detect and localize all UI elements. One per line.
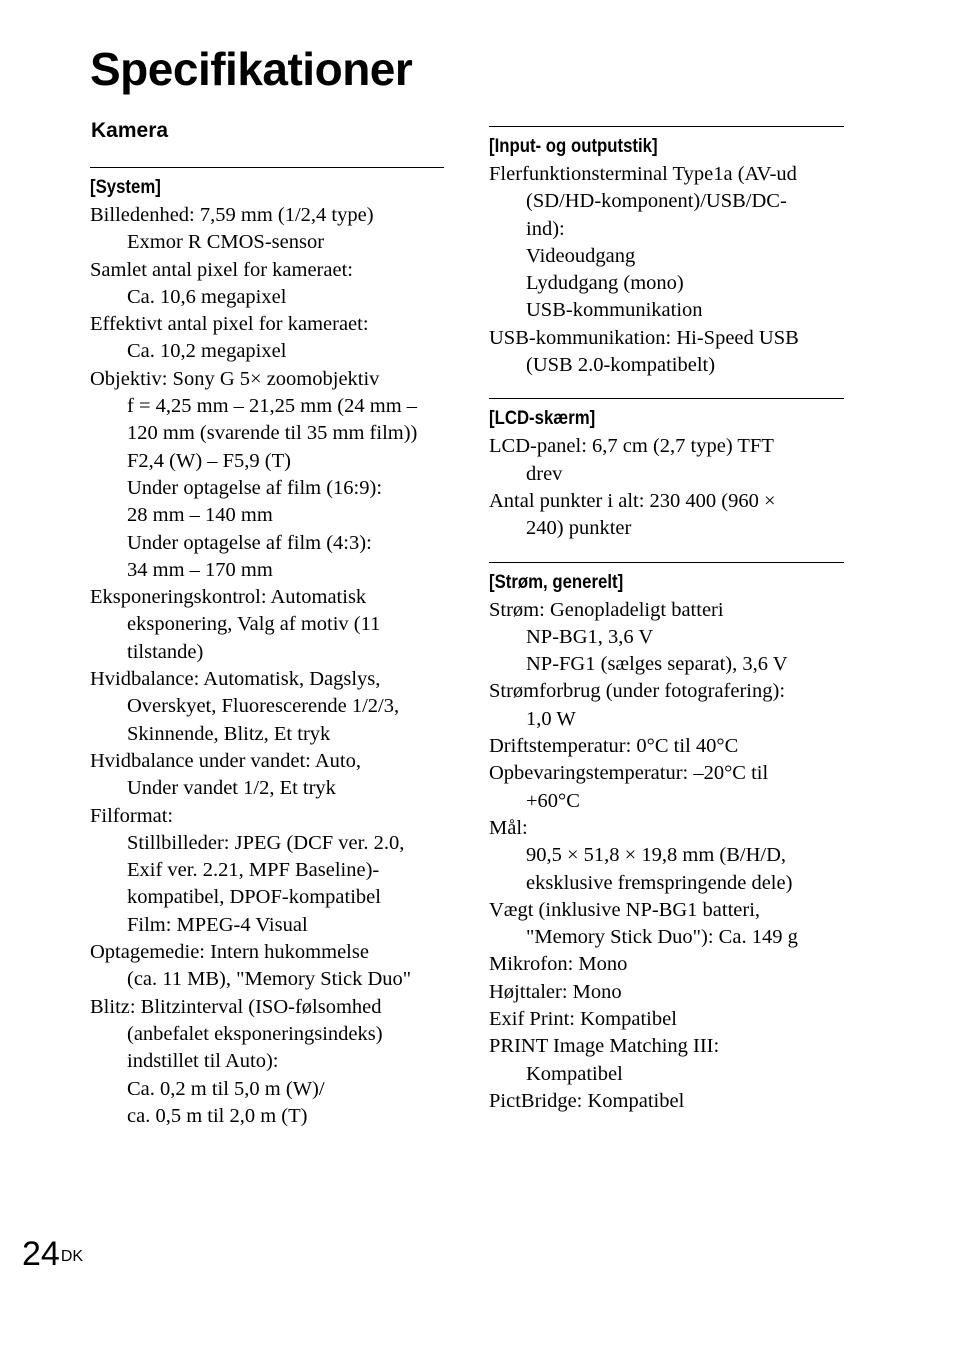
left-column bbox=[90, 167, 444, 1149]
spec-item-detail: (anbefalet eksponeringsindeks) bbox=[127, 1022, 383, 1045]
spec-item-label: Hvidbalance: Automatisk, Dagslys, bbox=[90, 668, 381, 691]
spec-item-detail: Skinnende, Blitz, Et tryk bbox=[127, 722, 331, 745]
spec-item-detail: Under optagelse af film (4:3): bbox=[127, 531, 372, 554]
spec-item-label: Strømforbrug (under fotografering): bbox=[489, 680, 786, 703]
spec-item bbox=[90, 202, 444, 257]
page-title: Specifikationer bbox=[90, 43, 413, 95]
spec-item-detail: tilstande) bbox=[127, 640, 204, 663]
spec-item bbox=[90, 584, 444, 666]
spec-item-detail: 120 mm (svarende til 35 mm film)) bbox=[127, 422, 418, 445]
spec-item bbox=[489, 951, 844, 978]
spec-item bbox=[90, 666, 444, 748]
spec-item-label: Højttaler: Mono bbox=[489, 980, 622, 1003]
right-column bbox=[489, 126, 844, 1134]
spec-item bbox=[90, 994, 444, 1130]
spec-item-label: Mikrofon: Mono bbox=[489, 953, 628, 976]
spec-item bbox=[489, 325, 844, 380]
spec-item-detail: 1,0 W bbox=[526, 707, 576, 730]
section-heading: [LCD-skærm] bbox=[489, 407, 596, 430]
spec-item bbox=[489, 488, 844, 543]
page-number-value: 24 bbox=[22, 1235, 60, 1273]
page-number-suffix: DK bbox=[60, 1248, 84, 1265]
spec-item-detail: eksklusive fremspringende dele) bbox=[526, 871, 793, 894]
spec-item-detail: Lydudgang (mono) bbox=[526, 272, 684, 295]
spec-item-detail: Ca. 10,6 megapixel bbox=[127, 285, 287, 308]
section-heading: [Strøm, generelt] bbox=[489, 570, 624, 593]
spec-item-detail: +60°C bbox=[526, 789, 580, 812]
spec-item-detail: Stillbilleder: JPEG (DCF ver. 2.0, bbox=[127, 831, 405, 854]
spec-section bbox=[489, 562, 844, 1116]
spec-item-detail: 90,5 × 51,8 × 19,8 mm (B/H/D, bbox=[526, 844, 787, 867]
spec-item bbox=[489, 897, 844, 952]
spec-item bbox=[90, 803, 444, 939]
spec-item-detail: kompatibel, DPOF-kompatibel bbox=[127, 886, 381, 909]
spec-item-label: Samlet antal pixel for kameraet: bbox=[90, 258, 353, 281]
spec-item-label: Strøm: Genopladeligt batteri bbox=[489, 598, 724, 621]
spec-item-label: Effektivt antal pixel for kameraet: bbox=[90, 313, 369, 336]
spec-item-detail: (ca. 11 MB), "Memory Stick Duo" bbox=[127, 968, 412, 991]
spec-item bbox=[90, 366, 444, 584]
spec-item bbox=[90, 257, 444, 312]
spec-item-label: Blitz: Blitzinterval (ISO-følsomhed bbox=[90, 995, 382, 1018]
spec-item-detail: Under vandet 1/2, Et tryk bbox=[127, 777, 336, 800]
spec-item-detail: Under optagelse af film (16:9): bbox=[127, 476, 383, 499]
spec-section bbox=[90, 167, 444, 1130]
spec-item bbox=[489, 1033, 844, 1088]
spec-item-detail: f = 4,25 mm – 21,25 mm (24 mm – bbox=[127, 395, 418, 418]
spec-item-label: Eksponeringskontrol: Automatisk bbox=[90, 586, 367, 609]
spec-section bbox=[489, 126, 844, 379]
spec-item-detail: 34 mm – 170 mm bbox=[127, 558, 273, 581]
spec-item-detail: Overskyet, Fluorescerende 1/2/3, bbox=[127, 695, 400, 718]
spec-item bbox=[90, 748, 444, 803]
spec-item-detail: ind): bbox=[526, 217, 565, 240]
spec-item bbox=[489, 760, 844, 815]
spec-item bbox=[90, 311, 444, 366]
spec-item-label: PictBridge: Kompatibel bbox=[489, 1089, 685, 1112]
spec-item bbox=[489, 1088, 844, 1115]
spec-item bbox=[489, 815, 844, 897]
spec-item-detail: eksponering, Valg af motiv (11 bbox=[127, 613, 381, 636]
spec-item-detail: Kompatibel bbox=[526, 1062, 623, 1085]
spec-item-label: USB-kommunikation: Hi-Speed USB bbox=[489, 326, 799, 349]
section-subtitle: Kamera bbox=[91, 119, 169, 142]
spec-item bbox=[489, 678, 844, 733]
spec-item-detail: NP-BG1, 3,6 V bbox=[526, 625, 654, 648]
spec-item bbox=[489, 1006, 844, 1033]
spec-item-detail: USB-kommunikation bbox=[526, 299, 703, 322]
spec-item-label: Vægt (inklusive NP-BG1 batteri, bbox=[489, 898, 761, 921]
spec-item bbox=[90, 939, 444, 994]
spec-item-detail: (USB 2.0-kompatibelt) bbox=[526, 354, 716, 377]
spec-item-label: PRINT Image Matching III: bbox=[489, 1035, 720, 1058]
spec-item-detail: 240) punkter bbox=[526, 517, 632, 540]
spec-item-detail: "Memory Stick Duo"): Ca. 149 g bbox=[526, 926, 798, 949]
spec-item-detail: Ca. 10,2 megapixel bbox=[127, 340, 287, 363]
spec-section bbox=[489, 398, 844, 542]
spec-item bbox=[489, 979, 844, 1006]
page-number bbox=[22, 1234, 83, 1274]
spec-item bbox=[489, 733, 844, 760]
spec-item-detail: ca. 0,5 m til 2,0 m (T) bbox=[127, 1104, 308, 1127]
spec-item-detail: indstillet til Auto): bbox=[127, 1050, 279, 1073]
spec-item-detail: NP-FG1 (sælges separat), 3,6 V bbox=[526, 653, 788, 676]
spec-item-label: Antal punkter i alt: 230 400 (960 × bbox=[489, 489, 776, 512]
spec-item-label: Exif Print: Kompatibel bbox=[489, 1008, 677, 1031]
spec-item-detail: 28 mm – 140 mm bbox=[127, 504, 273, 527]
spec-item-label: LCD-panel: 6,7 cm (2,7 type) TFT bbox=[489, 435, 774, 458]
section-heading: [Input- og outputstik] bbox=[489, 135, 658, 157]
spec-item-label: Hvidbalance under vandet: Auto, bbox=[90, 749, 361, 772]
spec-item bbox=[489, 433, 844, 488]
spec-item-detail: F2,4 (W) – F5,9 (T) bbox=[127, 449, 291, 472]
spec-item-detail: Film: MPEG-4 Visual bbox=[127, 913, 308, 936]
spec-item-label: Driftstemperatur: 0°C til 40°C bbox=[489, 735, 739, 758]
section-heading: [System] bbox=[90, 176, 161, 198]
spec-item-detail: (SD/HD-komponent)/USB/DC- bbox=[526, 190, 787, 213]
spec-item-label: Objektiv: Sony G 5× zoomobjektiv bbox=[90, 367, 380, 390]
spec-item-label: Filformat: bbox=[90, 804, 174, 827]
spec-item-label: Mål: bbox=[489, 816, 528, 839]
spec-item-detail: Exif ver. 2.21, MPF Baseline)- bbox=[127, 859, 380, 882]
spec-item-detail: Ca. 0,2 m til 5,0 m (W)/ bbox=[127, 1077, 325, 1100]
spec-item-detail: Videoudgang bbox=[526, 244, 636, 267]
spec-item-label: Opbevaringstemperatur: –20°C til bbox=[489, 762, 769, 785]
spec-item-label: Flerfunktionsterminal Type1a (AV-ud bbox=[489, 163, 797, 185]
spec-item bbox=[489, 597, 844, 679]
spec-item-detail: Exmor R CMOS-sensor bbox=[127, 231, 325, 254]
spec-item-label: Optagemedie: Intern hukommelse bbox=[90, 941, 369, 964]
spec-item bbox=[489, 161, 844, 325]
spec-item-label: Billedenhed: 7,59 mm (1/2,4 type) bbox=[90, 204, 374, 226]
spec-item-detail: drev bbox=[526, 462, 563, 485]
